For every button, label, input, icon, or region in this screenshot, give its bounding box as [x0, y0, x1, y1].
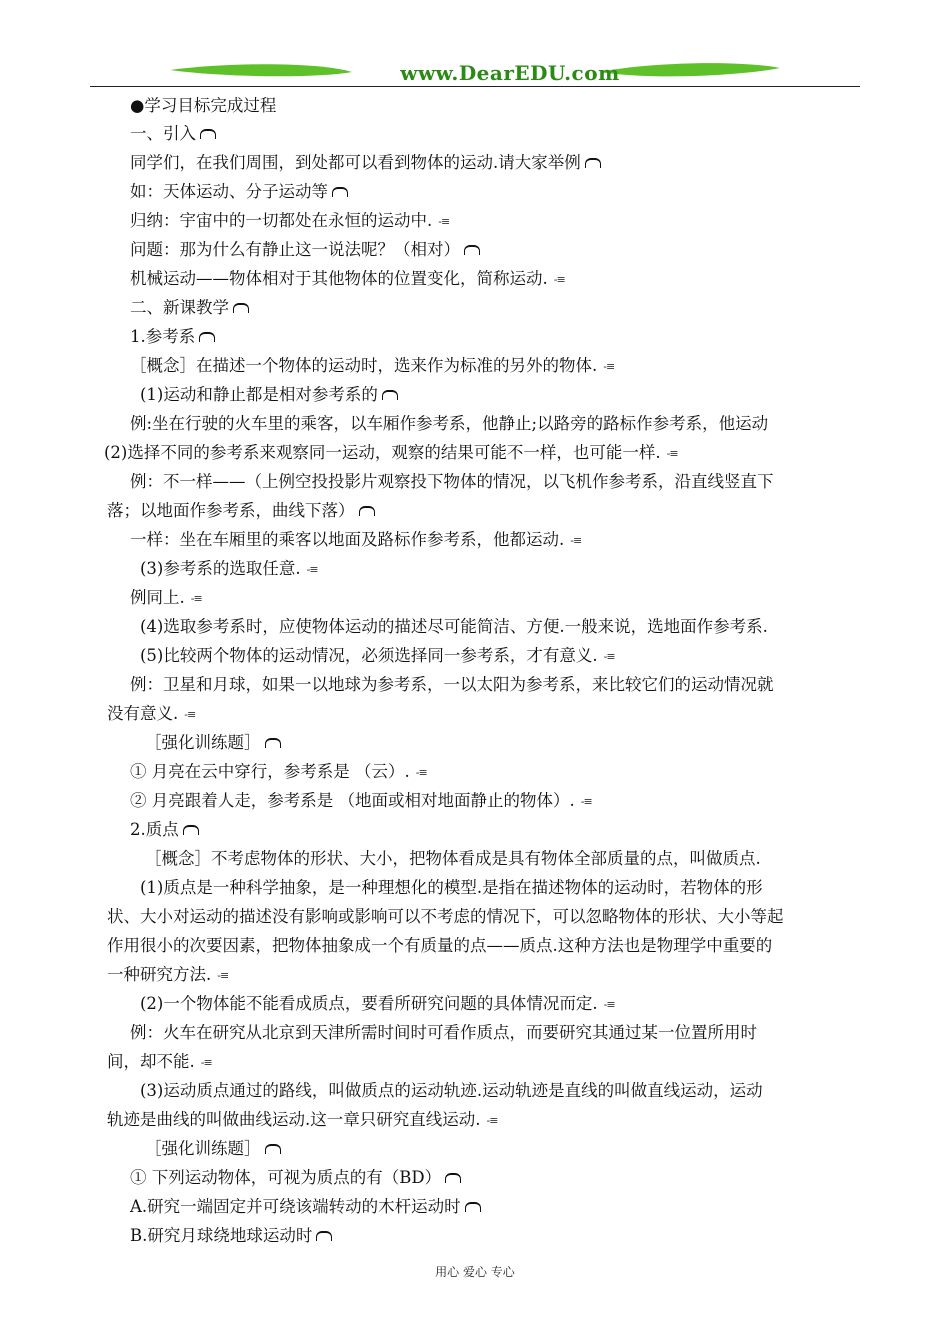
line-text: ［概念］不考虑物体的形状、大小，把物体看成是具有物体全部质量的点，叫做质点. — [145, 849, 761, 868]
line-text: 机械运动——物体相对于其他物体的位置变化，简称运动. — [130, 269, 548, 288]
line-text: (3)运动质点通过的路线，叫做质点的运动轨迹.运动轨迹是直线的叫做直线运动，运动 — [140, 1081, 763, 1100]
line-text: 落；以地面作参考系，曲线下落） — [107, 501, 355, 520]
text-line — [130, 472, 774, 492]
line-text: (5)比较两个物体的运动情况，必须选择同一参考系，才有意义. — [140, 646, 598, 665]
line-text: ① 下列运动物体，可视为质点的有（BD） — [130, 1168, 442, 1187]
paragraph-mark-icon: -≡ — [570, 534, 582, 547]
text-line — [140, 1081, 763, 1101]
line-text: 如：天体运动、分子运动等 — [130, 182, 328, 201]
line-text: 间，却不能. — [107, 1052, 195, 1071]
soft-return-mark-icon — [265, 1144, 281, 1154]
text-line — [140, 559, 318, 579]
line-text: B.研究月球绕地球运动时 — [130, 1226, 313, 1245]
line-text: ② 月亮跟着人走，参考系是 （地面或相对地面静止的物体）. — [130, 791, 575, 810]
text-line — [130, 240, 480, 260]
text-line — [107, 1052, 212, 1072]
soft-return-mark-icon — [199, 332, 215, 342]
text-line — [130, 820, 199, 840]
text-line — [130, 762, 427, 782]
paragraph-mark-icon: -≡ — [415, 766, 427, 779]
line-text: (2)选择不同的参考系来观察同一运动，观察的结果可能不一样，也可能一样. — [104, 443, 661, 462]
text-line — [130, 1226, 332, 1246]
text-line — [130, 791, 592, 811]
paragraph-mark-icon: -≡ — [603, 360, 615, 373]
paragraph-mark-icon: -≡ — [603, 650, 615, 663]
text-line — [107, 907, 784, 927]
site-logo-text: www.DearEDU.com — [400, 61, 620, 85]
text-line — [130, 182, 348, 202]
text-line — [130, 96, 276, 116]
soft-return-mark-icon — [265, 738, 281, 748]
text-line — [107, 1110, 497, 1130]
line-text: 归纳：宇宙中的一切都处在永恒的运动中. — [130, 211, 433, 230]
line-text: 例：卫星和月球，如果一以地球为参考系，一以太阳为参考系，来比较它们的运动情况就 — [130, 675, 774, 694]
text-line — [130, 153, 601, 173]
text-line — [130, 1197, 481, 1217]
text-line — [130, 211, 449, 231]
text-line — [130, 298, 249, 318]
soft-return-mark-icon — [445, 1173, 461, 1183]
line-text: 例:坐在行驶的火车里的乘客，以车厢作参考系，他静止;以路旁的路标作参考系，他运动 — [130, 414, 769, 433]
soft-return-mark-icon — [200, 129, 216, 139]
line-text: A.研究一端固定并可绕该端转动的木杆运动时 — [130, 1197, 461, 1216]
text-line — [140, 385, 398, 405]
line-text: ●学习目标完成过程 — [130, 96, 277, 115]
text-line — [140, 878, 763, 898]
line-text: 一、引入 — [130, 124, 196, 143]
line-text: (1)质点是一种科学抽象，是一种理想化的模型.是指在描述物体的运动时，若物体的形 — [140, 878, 763, 897]
line-text: 例同上. — [130, 588, 185, 607]
line-text: 作用很小的次要因素，把物体抽象成一个有质量的点——质点.这种方法也是物理学中重要的 — [107, 936, 773, 955]
line-text: (4)选取参考系时，应使物体运动的描述尽可能简洁、方便.一般来说，选地面作参考系. — [140, 617, 768, 636]
line-text: 状、大小对运动的描述没有影响或影响可以不考虑的情况下，可以忽略物体的形状、大小等起 — [107, 907, 784, 926]
text-line — [107, 501, 375, 521]
line-text: 轨迹是曲线的叫做曲线运动.这一章只研究直线运动. — [107, 1110, 481, 1129]
text-line — [130, 588, 202, 608]
text-line — [140, 617, 768, 637]
text-line — [130, 1168, 461, 1188]
soft-return-mark-icon — [585, 158, 601, 168]
soft-return-mark-icon — [183, 825, 199, 835]
text-line — [104, 443, 678, 463]
paragraph-mark-icon: -≡ — [580, 795, 592, 808]
site-header — [90, 58, 860, 90]
line-text: ［概念］在描述一个物体的运动时，选来作为标准的另外的物体. — [130, 356, 598, 375]
paragraph-mark-icon: -≡ — [666, 447, 678, 460]
text-line — [107, 936, 772, 956]
soft-return-mark-icon — [233, 303, 249, 313]
text-line — [130, 356, 614, 376]
line-text: 例：火车在研究从北京到天津所需时间时可看作质点，而要研究其通过某一位置所用时 — [130, 1023, 757, 1042]
line-text: ① 月亮在云中穿行，参考系是 （云）. — [130, 762, 410, 781]
text-line — [130, 269, 565, 289]
text-line — [140, 994, 615, 1014]
text-line — [145, 849, 761, 869]
line-text: (2)一个物体能不能看成质点，要看所研究问题的具体情况而定. — [140, 994, 598, 1013]
text-line — [145, 1139, 281, 1159]
line-text: 例：不一样——（上例空投投影片观察投下物体的情况，以飞机作参考系，沿直线竖直下 — [130, 472, 774, 491]
line-text: (1)运动和静止都是相对参考系的 — [140, 385, 378, 404]
line-text: 2.质点 — [130, 820, 179, 839]
soft-return-mark-icon — [382, 390, 398, 400]
soft-return-mark-icon — [316, 1231, 332, 1241]
text-line — [107, 965, 228, 985]
text-line — [130, 414, 768, 434]
text-line — [145, 733, 281, 753]
paragraph-mark-icon: -≡ — [200, 1056, 212, 1069]
header-divider — [90, 86, 860, 87]
soft-return-mark-icon — [332, 187, 348, 197]
paragraph-mark-icon: -≡ — [184, 708, 196, 721]
text-line — [140, 646, 615, 666]
paragraph-mark-icon: -≡ — [217, 969, 229, 982]
text-line — [130, 1023, 757, 1043]
line-text: 问题：那为什么有静止这一说法呢？（相对） — [130, 240, 460, 259]
text-line — [107, 704, 195, 724]
text-line — [130, 675, 774, 695]
line-text: 没有意义. — [107, 704, 179, 723]
line-text: 同学们，在我们周围，到处都可以看到物体的运动.请大家举例 — [130, 153, 581, 172]
paragraph-mark-icon: -≡ — [190, 592, 202, 605]
paragraph-mark-icon: -≡ — [486, 1114, 498, 1127]
line-text: 1.参考系 — [130, 327, 196, 346]
paragraph-mark-icon: -≡ — [306, 563, 318, 576]
line-text: 一样：坐在车厢里的乘客以地面及路标作参考系，他都运动. — [130, 530, 565, 549]
soft-return-mark-icon — [359, 506, 375, 516]
text-line — [130, 124, 216, 144]
paragraph-mark-icon: -≡ — [438, 215, 450, 228]
text-line — [130, 530, 581, 550]
paragraph-mark-icon: -≡ — [553, 273, 565, 286]
line-text: ［强化训练题］ — [145, 1139, 261, 1158]
line-text: 二、新课教学 — [130, 298, 229, 317]
page-footer: 用心 爱心 专心 — [435, 1265, 515, 1279]
soft-return-mark-icon — [464, 245, 480, 255]
line-text: 一种研究方法. — [107, 965, 212, 984]
paragraph-mark-icon: -≡ — [603, 998, 615, 1011]
line-text: ［强化训练题］ — [145, 733, 261, 752]
line-text: (3)参考系的选取任意. — [140, 559, 301, 578]
text-line — [130, 327, 215, 347]
soft-return-mark-icon — [465, 1202, 481, 1212]
